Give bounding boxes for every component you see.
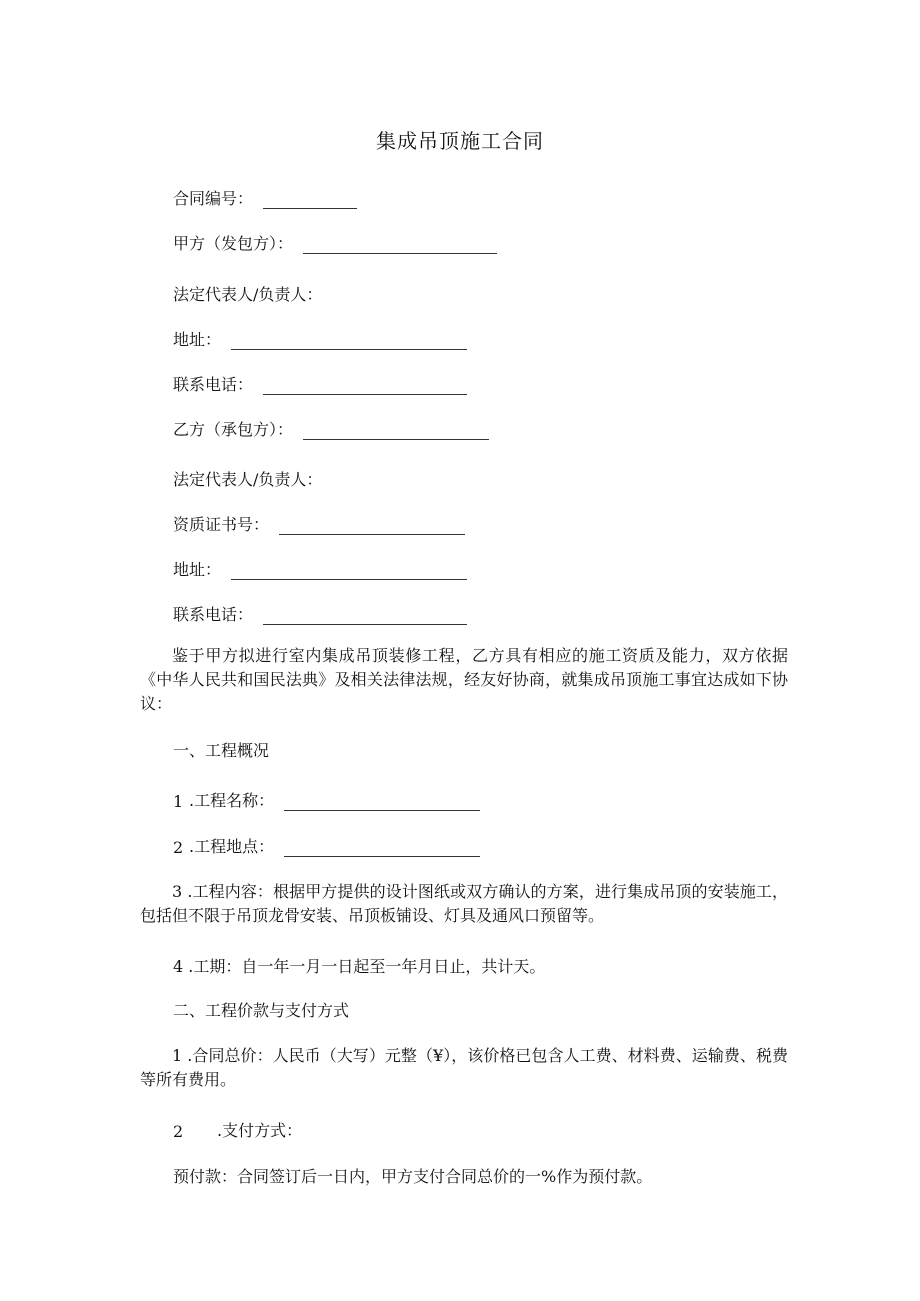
party-a-rep-field	[173, 282, 322, 305]
project-location-number: 2	[173, 838, 184, 857]
party-a-label: 甲方（发包方）：	[173, 234, 294, 253]
party-a-address-field	[173, 327, 467, 350]
party-b-blank	[303, 425, 489, 440]
section-2-heading: 二、工程价款与支付方式	[173, 1001, 350, 1020]
party-b-phone-field	[173, 602, 467, 625]
project-location-blank	[284, 842, 480, 857]
section-1-heading: 一、工程概况	[173, 741, 270, 760]
contract-number-field	[173, 186, 357, 209]
payment-method-field	[173, 1118, 302, 1141]
prepayment-line: 预付款：合同签订后一日内，甲方支付合同总价的一%作为预付款。	[173, 1167, 653, 1186]
project-duration-line: 4 .工期：自一年一月一日起至一年月日止，共计天。	[173, 957, 546, 976]
party-b-address-label: 地址：	[173, 560, 222, 579]
project-name-number: 1	[173, 792, 184, 811]
payment-method-label: .支付方式：	[217, 1121, 303, 1140]
document-title: 集成吊顶施工合同	[376, 129, 544, 153]
payment-method-number: 2	[173, 1122, 184, 1141]
project-name-label: .工程名称：	[189, 791, 275, 810]
party-b-cert-label: 资质证书号：	[173, 515, 270, 534]
party-b-cert-blank	[279, 520, 465, 535]
party-b-rep-label: 法定代表人/负责人：	[173, 470, 323, 489]
party-a-phone-blank	[263, 380, 467, 395]
party-b-field	[173, 417, 489, 440]
project-content-paragraph: 3 .工程内容：根据甲方提供的设计图纸或双方确认的方案，进行集成吊顶的安装施工，包括但不限于吊顶龙骨安装、吊顶板铺设、灯具及通风口预留等。	[140, 882, 788, 925]
party-b-phone-blank	[263, 610, 467, 625]
party-b-address-blank	[231, 565, 467, 580]
project-location-label: .工程地点：	[189, 837, 275, 856]
party-a-address-blank	[231, 335, 467, 350]
contract-number-label: 合同编号：	[173, 189, 254, 208]
party-a-address-label: 地址：	[173, 330, 222, 349]
party-b-address-field	[173, 557, 467, 580]
party-a-phone-field	[173, 372, 467, 395]
party-b-label: 乙方（承包方）：	[173, 420, 294, 439]
party-b-cert-field	[173, 512, 465, 535]
contract-number-blank	[263, 194, 357, 209]
party-b-rep-field	[173, 467, 322, 490]
party-a-phone-label: 联系电话：	[173, 375, 254, 394]
party-a-rep-label: 法定代表人/负责人：	[173, 285, 323, 304]
project-location-field	[173, 834, 480, 857]
party-b-phone-label: 联系电话：	[173, 605, 254, 624]
project-name-field	[173, 788, 480, 811]
party-a-blank	[303, 239, 497, 254]
project-name-blank	[284, 796, 480, 811]
preamble-paragraph: 鉴于甲方拟进行室内集成吊顶装修工程，乙方具有相应的施工资质及能力，双方依据《中华人民共和国民法典》及相关法律法规，经友好协商，就集成吊顶施工事宜达成如下协议：	[140, 646, 788, 713]
contract-price-paragraph: 1 .合同总价：人民币（大写）元整（¥），该价格已包含人工费、材料费、运输费、税费等所有费用。	[140, 1046, 788, 1089]
party-a-field	[173, 231, 497, 254]
